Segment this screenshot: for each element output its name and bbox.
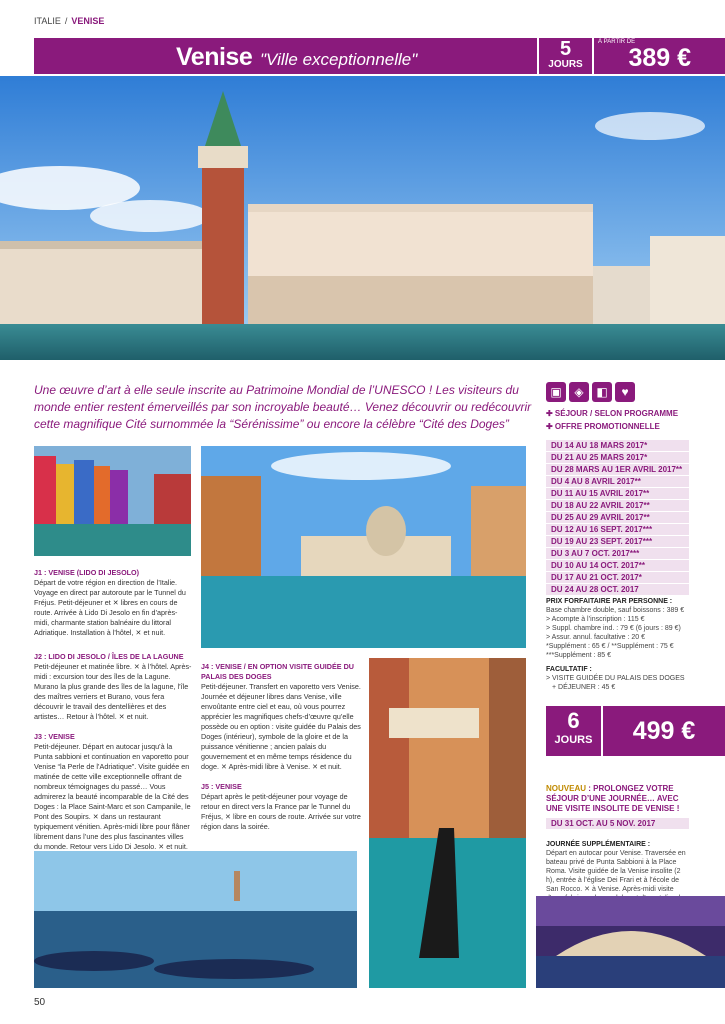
j4-title: J4 : VENISE / EN OPTION VISITE GUIDÉE DU PALAIS DES DOGES xyxy=(201,662,354,681)
breadcrumb xyxy=(34,16,104,26)
page-subtitle: "Ville exceptionnelle" xyxy=(260,50,418,69)
date-item: DU 25 AU 29 AVRIL 2017** xyxy=(546,512,689,523)
boat-icon: ◈ xyxy=(569,382,589,402)
news-block xyxy=(546,784,689,814)
photo-gondolas-sunset xyxy=(34,851,357,988)
j1-text: Départ de votre région en direction de l’Italie. Voyage en direct par autoroute par le Tunnel du Fréjus. Petit-déjeuner et ✕ libres en cours de route. Arrivée à Lido Di Jesolo en fin d’après-midi, charmante station balnéaire du littoral Adriatique. Installation à l’hôtel, ✕ et nuit. xyxy=(34,578,186,637)
bus-icon: ▣ xyxy=(546,382,566,402)
price-from-label: À PARTIR DE xyxy=(598,39,636,45)
days-badge xyxy=(537,38,592,74)
program-col-2 xyxy=(201,658,361,832)
days6-number: 6 xyxy=(567,708,580,733)
date-item: DU 4 AU 8 AVRIL 2017** xyxy=(546,476,689,487)
j2-text: Petit-déjeuner et matinée libre. ✕ à l’hôtel. Après-midi : excursion tour des îles de la Lagune. Murano la plus grande des îles de la lagune, l’île des maîtres verriers et Burano, vous fera découvrir le travail des dentellières et des artistes… Retour à l’hôtel. ✕ et nuit. xyxy=(34,662,192,721)
optional-line: + DÉJEUNER : 45 € xyxy=(552,684,616,691)
pricing-line: > Assur. annul. facultative : 20 € xyxy=(546,634,646,641)
photo-gondola-canal xyxy=(369,658,526,988)
days6-badge xyxy=(546,706,601,756)
dates-list xyxy=(546,440,689,596)
news-date: DU 31 OCT. AU 5 NOV. 2017 xyxy=(546,818,689,829)
title-banner xyxy=(34,38,537,74)
tags-list xyxy=(546,407,678,433)
j5-title: J5 : VENISE xyxy=(201,782,242,791)
price-value: 389 € xyxy=(628,44,691,72)
half-board-icon: ◧ xyxy=(592,382,612,402)
date-item: DU 10 AU 14 OCT. 2017** xyxy=(546,560,689,571)
photo-grand-canal xyxy=(201,446,526,648)
days-unit: JOURS xyxy=(548,59,583,70)
news-text: : PROLONGEZ VOTRE SÉJOUR D’UNE JOURNÉE… AVEC UNE VISITE INSOLITE DE VENISE ! xyxy=(546,784,680,813)
program-col-1 xyxy=(34,564,192,852)
breadcrumb-country[interactable]: ITALIE xyxy=(34,16,61,26)
pricing-line: > Acompte à l’inscription : 115 € xyxy=(546,616,645,623)
breadcrumb-separator: / xyxy=(64,16,68,26)
date-item: DU 21 AU 25 MARS 2017* xyxy=(546,452,689,463)
price6-badge: 499 € xyxy=(603,706,725,756)
days-number: 5 xyxy=(559,38,572,60)
j3-title: J3 : VENISE xyxy=(34,732,75,741)
pricing-title: PRIX FORFAITAIRE PAR PERSONNE : xyxy=(546,598,673,605)
date-item: DU 18 AU 22 AVRIL 2017** xyxy=(546,500,689,511)
price-badge xyxy=(592,38,725,74)
feature-icons xyxy=(546,382,638,402)
pricing-line: Base chambre double, sauf boissons : 389 € xyxy=(546,607,685,614)
page-number: 50 xyxy=(34,997,46,1008)
j3-text: Petit-déjeuner. Départ en autocar jusqu’à la Punta sabbioni et continuation en vaporetto pour Venise “la Perle de l’Adriatique”. Visite guidée en matinée de cette ville exceptionnelle offrant de nombreux témoignages du passé… Vous admirerez la beauté incomparable de la Cité des Doges : la Place Saint-Marc et son Campanile, le Pont des Soupirs. ✕ dans un restaurant typiquement vénitien. Après-midi libre pour flâner librement dans l’une des plus fascinantes villes du monde. Retour vers Lido Di Jesolo. ✕ et nuit. xyxy=(34,742,191,851)
news-label: NOUVEAU xyxy=(546,784,587,793)
pricing-line: > Suppl. chambre ind. : 79 € (6 jours : 89 €) xyxy=(546,625,681,632)
date-item: DU 11 AU 15 AVRIL 2017** xyxy=(546,488,689,499)
heart-icon: ♥ xyxy=(615,382,635,402)
j2-title: J2 : LIDO DI JESOLO / ÎLES DE LA LAGUNE xyxy=(34,652,184,661)
date-item: DU 28 MARS AU 1ER AVRIL 2017** xyxy=(546,464,689,475)
tag-promo: ✚ OFFRE PROMOTIONNELLE xyxy=(546,422,660,431)
optional-title: FACULTATIF : xyxy=(546,666,592,673)
breadcrumb-current: VENISE xyxy=(71,16,105,26)
date-item: DU 12 AU 16 SEPT. 2017*** xyxy=(546,524,689,535)
optional-line: > VISITE GUIDÉE DU PALAIS DES DOGES xyxy=(546,675,685,682)
date-item: DU 3 AU 7 OCT. 2017*** xyxy=(546,548,689,559)
tag-sejour: ✚ SÉJOUR / SELON PROGRAMME xyxy=(546,409,679,418)
date-item: DU 24 AU 28 OCT. 2017 xyxy=(546,584,689,595)
page-title: Venise xyxy=(176,43,253,71)
intro-text: Une œuvre d’art à elle seule inscrite au Patrimoine Mondial de l’UNESCO ! Les visiteurs du monde entier restent émerveillés par son incroyable beauté… Venez découvrir ou redécouvrir cette magnifique Cité surnommée la “Sérénissime” ou encore la célèbre “Cité des Doges” xyxy=(34,383,532,431)
photo-burano xyxy=(34,446,191,556)
photo-rialto-night xyxy=(536,896,725,988)
supp-title: JOURNÉE SUPPLÉMENTAIRE : xyxy=(546,841,651,848)
hero-image-doges-palace xyxy=(0,76,725,360)
days6-unit: JOURS xyxy=(554,734,593,746)
j1-title: J1 : VENISE (LIDO DI JESOLO) xyxy=(34,568,140,577)
supp-text: Départ en autocar pour Venise. Traversée en bateau privé de Punta Sabbioni à la Place Roma. Visite guidée de la Venise insolite (2 h), entrée à l’église Dei Frari et à l’école de San Rocco. ✕ à Venise. Après-midi visite xyxy=(546,850,686,893)
pricing-line: ***Supplément : 85 € xyxy=(546,652,611,659)
date-item: DU 17 AU 21 OCT. 2017* xyxy=(546,572,689,583)
j5-text: Départ après le petit-déjeuner pour voyage de retour en direct vers la France par le Tunnel du Fréjus, ✕ libre en cours de route. Arrivée sur votre région dans la soirée. xyxy=(201,792,361,831)
date-item: DU 14 AU 18 MARS 2017* xyxy=(546,440,689,451)
pricing-block xyxy=(546,597,696,692)
pricing-line: *Supplément : 65 € / **Supplément : 75 € xyxy=(546,643,674,650)
j4-text: Petit-déjeuner. Transfert en vaporetto vers Venise. Journée et déjeuner libres dans Venise, ville envoûtante entre ciel et eau, où vous pourrez apprécier les magnifiques chefs-d’œuvre qu’elle possède ou en option : visite guidée du Palais des Doges (intérieur), symbole de la gloire et de la puissance vénitienne ; ancien palais du gouvernement et en même temps résidence du doge. ✕ Après-midi libre à Venise. ✕ et nuit. xyxy=(201,682,361,771)
date-item: DU 19 AU 23 SEPT. 2017*** xyxy=(546,536,689,547)
